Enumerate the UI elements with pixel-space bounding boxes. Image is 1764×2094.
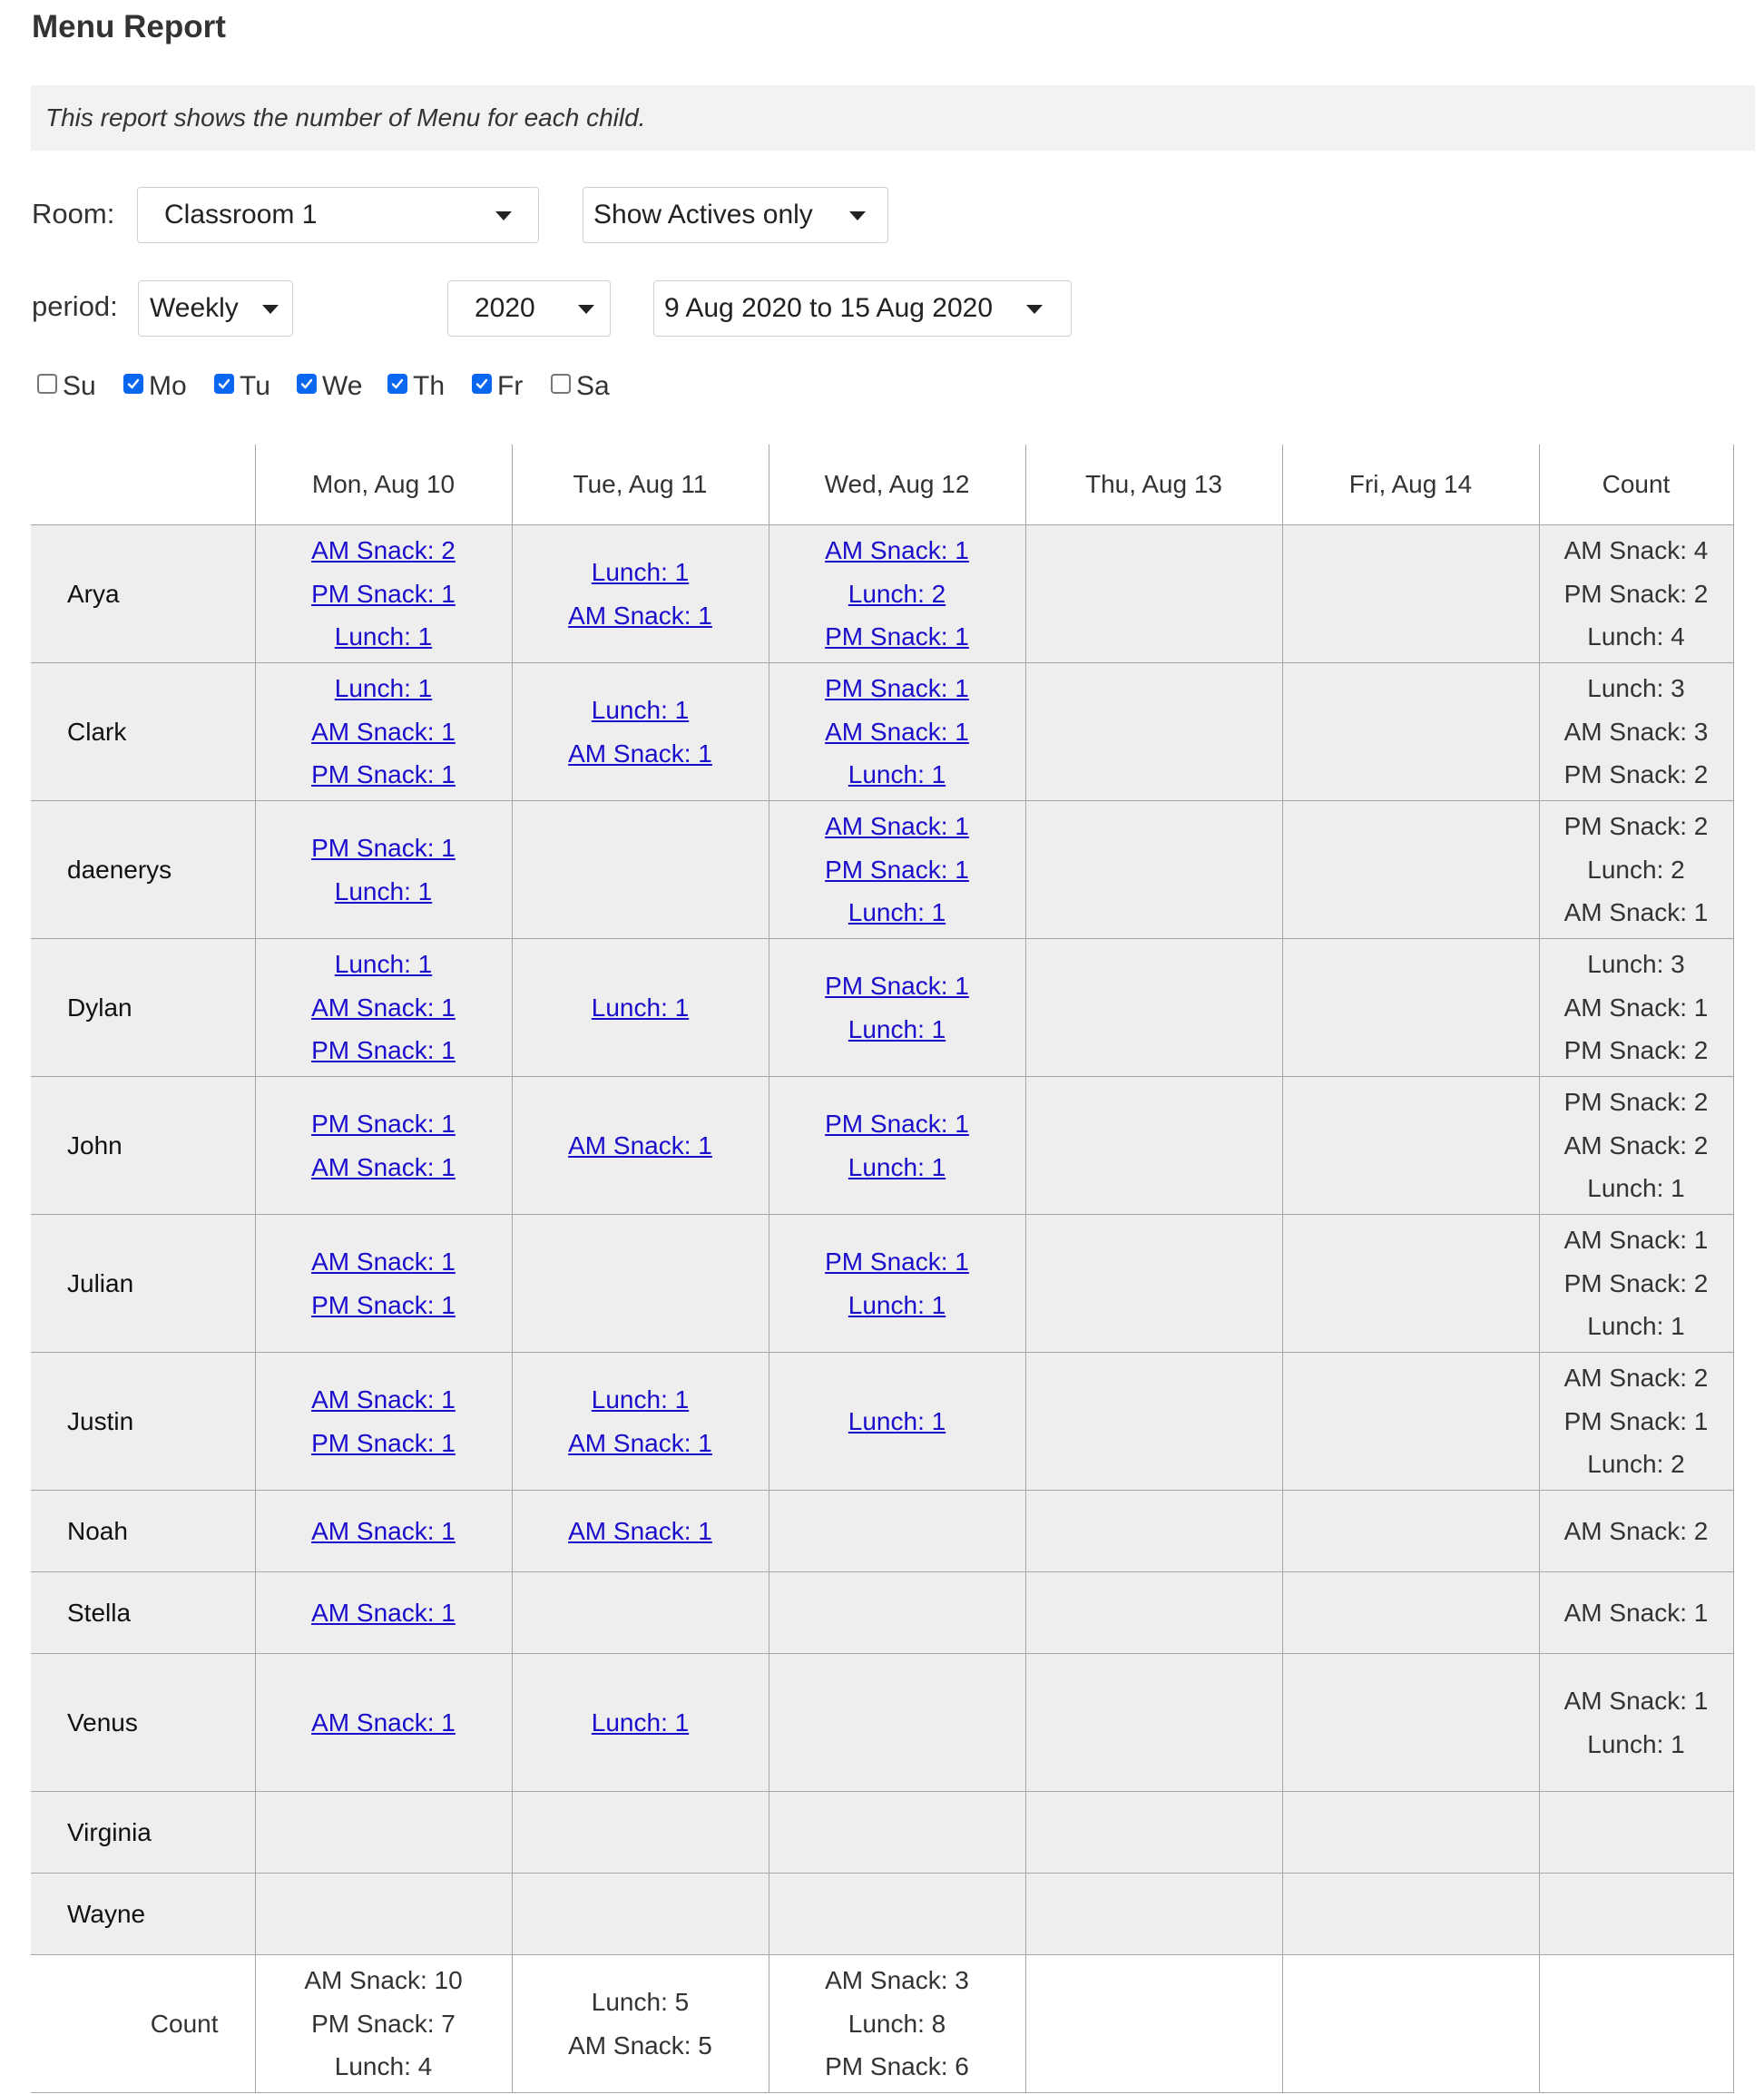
day-cell — [1282, 1353, 1539, 1491]
checkbox-icon[interactable] — [387, 374, 407, 394]
menu-count-link-am-snack-1[interactable]: AM Snack: 1 — [568, 601, 712, 630]
child-name: Justin — [31, 1353, 255, 1491]
menu-count-link-am-snack-1[interactable]: AM Snack: 1 — [568, 739, 712, 768]
menu-count-link-lunch-1[interactable]: Lunch: 1 — [334, 950, 433, 979]
day-cell — [255, 1353, 512, 1491]
footer-day-total — [1025, 1955, 1282, 2093]
table-row — [31, 801, 1733, 939]
count-cell — [1539, 1572, 1733, 1654]
menu-count-link-lunch-1[interactable]: Lunch: 1 — [591, 1385, 690, 1414]
day-cell — [512, 1215, 769, 1353]
table-row — [31, 1215, 1733, 1353]
footer-label: Count — [31, 1955, 255, 2093]
checkbox-icon[interactable] — [551, 374, 571, 394]
menu-count-link-lunch-1[interactable]: Lunch: 1 — [591, 696, 690, 724]
checkbox-icon[interactable] — [214, 374, 234, 394]
count-cell — [1539, 1491, 1733, 1572]
day-cell — [255, 525, 512, 663]
day-cell — [769, 1654, 1025, 1792]
day-cell — [1282, 525, 1539, 663]
menu-count-link-lunch-1[interactable]: Lunch: 1 — [848, 1290, 946, 1319]
column-header — [31, 445, 255, 525]
year-select[interactable] — [447, 280, 611, 337]
day-cell — [1282, 1572, 1539, 1654]
day-label: Mo — [149, 371, 187, 401]
count-value: Lunch: 3 — [1587, 950, 1685, 979]
child-name: Arya — [31, 525, 255, 663]
count-value: AM Snack: 2 — [1563, 1130, 1709, 1160]
menu-count-link-am-snack-1[interactable]: AM Snack: 1 — [311, 1598, 456, 1627]
day-cell — [512, 1654, 769, 1792]
day-cell — [512, 1077, 769, 1215]
room-select-value: Classroom 1 — [164, 200, 318, 230]
count-value: AM Snack: 2 — [1563, 1516, 1709, 1545]
day-cell — [1282, 1491, 1539, 1572]
day-cell — [512, 1792, 769, 1874]
table-row — [31, 1491, 1733, 1572]
count-cell — [1539, 1353, 1733, 1491]
table-row — [31, 525, 1733, 663]
day-cell — [512, 1572, 769, 1654]
menu-count-link-pm-snack-1[interactable]: PM Snack: 1 — [825, 1110, 969, 1138]
checkbox-icon[interactable] — [472, 374, 492, 394]
menu-count-link-lunch-1[interactable]: Lunch: 1 — [591, 993, 690, 1022]
day-cell — [1025, 939, 1282, 1077]
menu-count-link-am-snack-1[interactable]: AM Snack: 1 — [311, 1516, 456, 1545]
day-cell — [769, 1874, 1025, 1955]
count-value: Lunch: 1 — [1587, 1729, 1685, 1758]
child-name: Wayne — [31, 1874, 255, 1955]
day-cell — [1282, 1654, 1539, 1792]
child-name: Dylan — [31, 939, 255, 1077]
menu-report-table — [31, 445, 1734, 2093]
count-value: PM Snack: 2 — [1563, 812, 1709, 841]
checkbox-icon[interactable] — [297, 374, 317, 394]
menu-count-link-lunch-1[interactable]: Lunch: 1 — [848, 1152, 946, 1181]
day-cell — [769, 801, 1025, 939]
period-select-value: Weekly — [150, 293, 239, 323]
chevron-down-icon — [495, 211, 512, 220]
menu-count-link-lunch-1[interactable]: Lunch: 1 — [334, 876, 433, 905]
menu-count-link-lunch-1[interactable]: Lunch: 1 — [848, 760, 946, 789]
total-value: AM Snack: 3 — [825, 1966, 969, 1995]
menu-count-link-am-snack-1[interactable]: AM Snack: 1 — [568, 1428, 712, 1457]
count-cell — [1539, 939, 1733, 1077]
count-value: AM Snack: 1 — [1563, 898, 1709, 927]
day-cell — [1025, 1353, 1282, 1491]
menu-count-link-pm-snack-1[interactable]: PM Snack: 1 — [311, 760, 456, 789]
check-icon — [127, 377, 140, 390]
chevron-down-icon — [1026, 305, 1043, 314]
menu-count-link-lunch-1[interactable]: Lunch: 1 — [848, 1014, 946, 1043]
count-cell — [1539, 663, 1733, 801]
day-cell — [1025, 1215, 1282, 1353]
count-value: Lunch: 2 — [1587, 855, 1685, 884]
day-cell — [1025, 801, 1282, 939]
checkbox-icon[interactable] — [123, 374, 143, 394]
menu-count-link-pm-snack-1[interactable]: PM Snack: 1 — [825, 972, 969, 1000]
check-icon — [475, 377, 488, 390]
day-cell — [1025, 525, 1282, 663]
day-cell — [1025, 1654, 1282, 1792]
day-cell — [769, 1353, 1025, 1491]
column-header: Fri, Aug 14 — [1282, 445, 1539, 525]
day-cell — [769, 525, 1025, 663]
count-cell — [1539, 525, 1733, 663]
day-cell — [512, 1353, 769, 1491]
count-value: AM Snack: 1 — [1563, 1598, 1709, 1627]
count-value: AM Snack: 1 — [1563, 993, 1709, 1022]
count-value: AM Snack: 1 — [1563, 1687, 1709, 1715]
check-icon — [218, 377, 230, 390]
total-value: Lunch: 8 — [848, 2009, 946, 2038]
day-label: Fr — [497, 371, 524, 401]
footer-day-total — [1282, 1955, 1539, 2093]
count-value: Lunch: 1 — [1587, 1312, 1685, 1341]
count-value: PM Snack: 1 — [1563, 1406, 1709, 1435]
day-cell — [512, 663, 769, 801]
report-description: This report shows the number of Menu for each child. — [31, 85, 1755, 151]
total-value: Lunch: 5 — [591, 1988, 690, 2016]
status-select[interactable] — [583, 187, 888, 243]
day-cell — [255, 1215, 512, 1353]
count-value: PM Snack: 2 — [1563, 579, 1709, 608]
check-icon — [391, 377, 404, 390]
menu-count-link-am-snack-1[interactable]: AM Snack: 1 — [568, 1130, 712, 1160]
day-label: Th — [413, 371, 446, 401]
menu-count-link-am-snack-1[interactable]: AM Snack: 1 — [825, 717, 969, 746]
column-header: Wed, Aug 12 — [769, 445, 1025, 525]
day-cell — [769, 1491, 1025, 1572]
count-value: AM Snack: 2 — [1563, 1364, 1709, 1393]
total-value: AM Snack: 5 — [568, 2030, 712, 2060]
day-cell — [255, 939, 512, 1077]
checkbox-icon[interactable] — [37, 374, 57, 394]
table-body — [31, 525, 1733, 1955]
day-cell — [1025, 1077, 1282, 1215]
day-cell — [255, 801, 512, 939]
count-cell — [1539, 1215, 1733, 1353]
check-icon — [300, 377, 313, 390]
period-label: period: — [32, 290, 118, 322]
child-name: John — [31, 1077, 255, 1215]
column-header: Count — [1539, 445, 1733, 525]
menu-count-link-am-snack-2[interactable]: AM Snack: 2 — [311, 536, 456, 565]
day-cell — [512, 525, 769, 663]
day-label: We — [322, 371, 363, 401]
day-cell — [255, 1572, 512, 1654]
day-cell — [769, 663, 1025, 801]
child-name: Noah — [31, 1491, 255, 1572]
child-name: daenerys — [31, 801, 255, 939]
menu-count-link-lunch-1[interactable]: Lunch: 1 — [591, 1707, 690, 1737]
chevron-down-icon — [578, 305, 594, 314]
footer-day-total — [512, 1955, 769, 2093]
day-cell — [1025, 663, 1282, 801]
day-cell — [1025, 1491, 1282, 1572]
menu-count-link-am-snack-1[interactable]: AM Snack: 1 — [311, 1248, 456, 1276]
page-title: Menu Report — [32, 9, 226, 44]
menu-count-link-am-snack-1[interactable]: AM Snack: 1 — [311, 1707, 456, 1737]
column-header: Tue, Aug 11 — [512, 445, 769, 525]
menu-count-link-pm-snack-1[interactable]: PM Snack: 1 — [825, 1248, 969, 1276]
count-value: PM Snack: 2 — [1563, 760, 1709, 789]
count-cell — [1539, 801, 1733, 939]
status-select-value: Show Actives only — [593, 200, 813, 230]
day-cell — [512, 1874, 769, 1955]
period-select[interactable] — [138, 280, 293, 337]
column-header: Mon, Aug 10 — [255, 445, 512, 525]
day-cell — [512, 939, 769, 1077]
day-cell — [1025, 1792, 1282, 1874]
day-cell — [255, 1874, 512, 1955]
day-cell — [512, 1491, 769, 1572]
menu-count-link-pm-snack-1[interactable]: PM Snack: 1 — [825, 855, 969, 884]
day-cell — [1282, 1215, 1539, 1353]
day-cell — [255, 663, 512, 801]
day-cell — [255, 1491, 512, 1572]
day-cell — [769, 1792, 1025, 1874]
menu-count-link-lunch-2[interactable]: Lunch: 2 — [848, 579, 946, 608]
count-value: Lunch: 2 — [1587, 1450, 1685, 1479]
date-range-select[interactable] — [653, 280, 1072, 337]
child-name: Stella — [31, 1572, 255, 1654]
room-label: Room: — [32, 198, 115, 230]
menu-count-link-am-snack-1[interactable]: AM Snack: 1 — [568, 1516, 712, 1545]
menu-count-link-lunch-1[interactable]: Lunch: 1 — [334, 674, 433, 703]
total-value: AM Snack: 10 — [304, 1966, 463, 1995]
count-value: PM Snack: 2 — [1563, 1268, 1709, 1297]
table-row — [31, 663, 1733, 801]
child-name: Clark — [31, 663, 255, 801]
menu-count-link-am-snack-1[interactable]: AM Snack: 1 — [311, 717, 456, 746]
count-value: PM Snack: 2 — [1563, 1088, 1709, 1117]
day-label: Su — [63, 371, 96, 401]
menu-count-link-pm-snack-1[interactable]: PM Snack: 1 — [311, 579, 456, 608]
count-cell — [1539, 1874, 1733, 1955]
count-value: AM Snack: 4 — [1563, 536, 1709, 565]
footer-day-total — [769, 1955, 1025, 2093]
menu-count-link-pm-snack-1[interactable]: PM Snack: 1 — [311, 1428, 456, 1457]
footer-day-total — [255, 1955, 512, 2093]
chevron-down-icon — [849, 211, 866, 220]
menu-count-link-lunch-1[interactable]: Lunch: 1 — [334, 622, 433, 651]
day-cell — [1282, 1792, 1539, 1874]
menu-count-link-pm-snack-1[interactable]: PM Snack: 1 — [825, 674, 969, 703]
day-label: Tu — [240, 371, 270, 401]
count-value: Lunch: 1 — [1587, 1174, 1685, 1203]
menu-count-link-am-snack-1[interactable]: AM Snack: 1 — [311, 993, 456, 1022]
day-cell — [1282, 663, 1539, 801]
child-name: Venus — [31, 1654, 255, 1792]
day-cell — [769, 1215, 1025, 1353]
count-value: PM Snack: 2 — [1563, 1036, 1709, 1065]
table-footer-row — [31, 1955, 1733, 2093]
count-value: Lunch: 4 — [1587, 622, 1685, 651]
table-header-row — [31, 445, 1733, 525]
column-header: Thu, Aug 13 — [1025, 445, 1282, 525]
menu-count-link-pm-snack-1[interactable]: PM Snack: 1 — [311, 834, 456, 862]
table-footer — [31, 1955, 1733, 2093]
day-cell — [255, 1792, 512, 1874]
day-label: Sa — [576, 371, 610, 401]
day-cell — [255, 1654, 512, 1792]
chevron-down-icon — [262, 305, 279, 314]
total-value: PM Snack: 6 — [825, 2052, 969, 2081]
count-value: AM Snack: 3 — [1563, 717, 1709, 746]
count-value: Lunch: 3 — [1587, 674, 1685, 703]
day-cell — [769, 1572, 1025, 1654]
child-name: Virginia — [31, 1792, 255, 1874]
day-cell — [769, 1077, 1025, 1215]
day-cell — [512, 801, 769, 939]
total-value: PM Snack: 7 — [311, 2009, 456, 2038]
table-row — [31, 1654, 1733, 1792]
day-cell — [1282, 1077, 1539, 1215]
date-range-select-value: 9 Aug 2020 to 15 Aug 2020 — [664, 293, 994, 323]
menu-count-link-pm-snack-1[interactable]: PM Snack: 1 — [311, 1036, 456, 1065]
child-name: Julian — [31, 1215, 255, 1353]
day-cell — [1282, 801, 1539, 939]
table-row — [31, 939, 1733, 1077]
menu-count-link-am-snack-1[interactable]: AM Snack: 1 — [311, 1385, 456, 1414]
menu-count-link-pm-snack-1[interactable]: PM Snack: 1 — [311, 1290, 456, 1319]
year-select-value: 2020 — [475, 293, 535, 323]
table-row — [31, 1077, 1733, 1215]
room-select[interactable] — [137, 187, 539, 243]
total-value: Lunch: 4 — [334, 2052, 433, 2081]
footer-count-total — [1539, 1955, 1733, 2093]
count-cell — [1539, 1654, 1733, 1792]
menu-count-link-lunch-1[interactable]: Lunch: 1 — [591, 558, 690, 586]
count-value: AM Snack: 1 — [1563, 1226, 1709, 1255]
menu-count-link-lunch-1[interactable]: Lunch: 1 — [848, 898, 946, 927]
day-cell — [1025, 1572, 1282, 1654]
menu-count-link-lunch-1[interactable]: Lunch: 1 — [848, 1406, 946, 1435]
day-cell — [1282, 939, 1539, 1077]
day-cell — [769, 939, 1025, 1077]
menu-count-link-am-snack-1[interactable]: AM Snack: 1 — [825, 812, 969, 841]
day-cell — [255, 1077, 512, 1215]
day-cell — [1025, 1874, 1282, 1955]
count-cell — [1539, 1792, 1733, 1874]
menu-count-link-pm-snack-1[interactable]: PM Snack: 1 — [311, 1110, 456, 1138]
menu-count-link-pm-snack-1[interactable]: PM Snack: 1 — [825, 622, 969, 651]
table-row — [31, 1572, 1733, 1654]
table-row — [31, 1792, 1733, 1874]
count-cell — [1539, 1077, 1733, 1215]
table-row — [31, 1874, 1733, 1955]
menu-count-link-am-snack-1[interactable]: AM Snack: 1 — [825, 536, 969, 565]
menu-count-link-am-snack-1[interactable]: AM Snack: 1 — [311, 1152, 456, 1181]
day-cell — [1282, 1874, 1539, 1955]
table-row — [31, 1353, 1733, 1491]
